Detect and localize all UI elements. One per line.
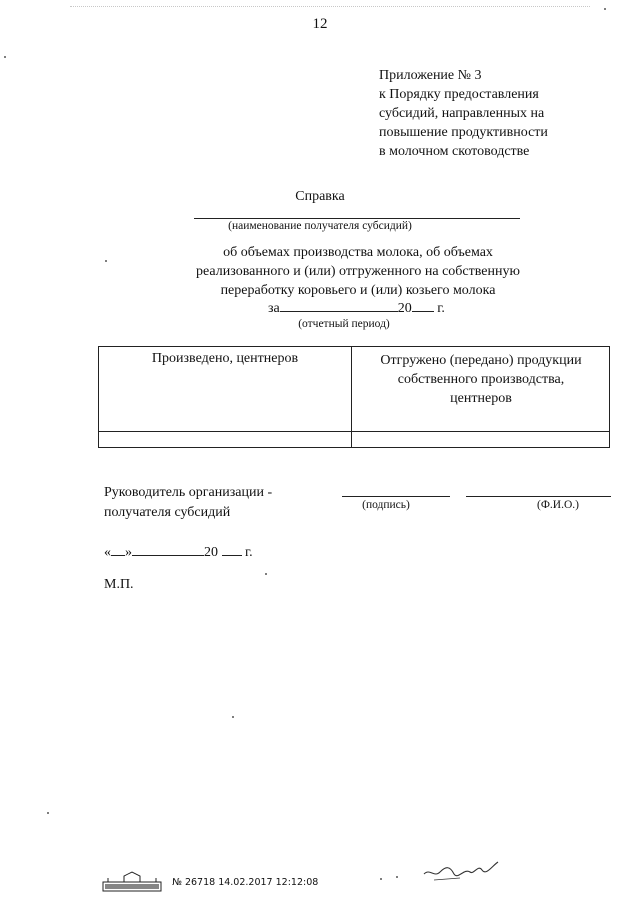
day-blank: [111, 543, 125, 556]
table-header-line: Отгружено (передано) продукции: [380, 353, 582, 368]
annex-line: субсидий, направленных на: [379, 106, 545, 121]
scan-artifact-line: [70, 6, 590, 8]
period-caption: (отчетный период): [298, 318, 390, 330]
date-year-blank: [222, 543, 242, 556]
table-header-line: собственного производства,: [397, 372, 565, 387]
document-title: Справка: [295, 189, 345, 204]
scan-speck: [105, 260, 107, 262]
registration-stamp: № 26718 14.02.2017 12:12:08: [172, 877, 319, 888]
subject-line: об объемах производства молока, об объемах: [223, 245, 493, 260]
annex-reference: [379, 66, 548, 161]
subject-line: переработку коровьего и (или) козьего молока: [220, 283, 496, 298]
signature-caption: (подпись): [362, 499, 410, 511]
annex-line: Приложение № 3: [379, 68, 482, 83]
scan-speck: [4, 56, 6, 58]
annex-line: повышение продуктивности: [379, 125, 548, 140]
scan-speck: [396, 876, 398, 878]
volumes-table: [98, 346, 610, 448]
scan-speck: [380, 878, 382, 880]
signatory-line: Руководитель организации -: [104, 485, 273, 500]
date-year-prefix: 20: [204, 545, 218, 560]
table-header-line: центнеров: [450, 391, 512, 406]
annex-line: в молочном скотоводстве: [379, 144, 530, 159]
recipient-caption: (наименование получателя субсидий): [228, 220, 412, 232]
registration-footer: [102, 870, 318, 895]
signatory-line: получателя субсидий: [104, 505, 231, 520]
scan-speck: [604, 8, 606, 10]
page-number: 12: [312, 16, 328, 32]
date-suffix: г.: [245, 545, 253, 560]
period-prefix: за: [268, 301, 280, 316]
scan-speck: [47, 812, 49, 814]
date-close-quote: »: [125, 545, 132, 560]
annex-line: к Порядку предоставления: [379, 87, 539, 102]
table-header-shipped: [351, 351, 611, 408]
date-row: [104, 543, 253, 561]
full-name-field: [466, 496, 611, 497]
scan-speck: [265, 573, 267, 575]
period-blank: [280, 299, 398, 312]
document-subject: [0, 243, 640, 300]
table-row-divider: [99, 431, 609, 432]
signature-field: [342, 496, 450, 497]
handwritten-signature-icon: [420, 856, 510, 891]
signatory-title: [104, 483, 272, 523]
subject-line: реализованного и (или) отгруженного на собственную: [196, 264, 520, 279]
period-suffix: г.: [437, 301, 445, 316]
full-name-caption: (Ф.И.О.): [537, 499, 579, 511]
date-open-quote: «: [104, 545, 111, 560]
reporting-period-row: [268, 299, 445, 317]
logo-stamp-icon: [102, 870, 162, 895]
seal-placeholder: М.П.: [104, 577, 134, 592]
scan-speck: [232, 716, 234, 718]
month-blank: [132, 543, 204, 556]
period-year-prefix: 20: [397, 301, 412, 316]
recipient-name-field: [194, 218, 520, 219]
period-year-blank: [412, 299, 434, 312]
table-header-produced: Произведено, центнеров: [151, 351, 299, 366]
